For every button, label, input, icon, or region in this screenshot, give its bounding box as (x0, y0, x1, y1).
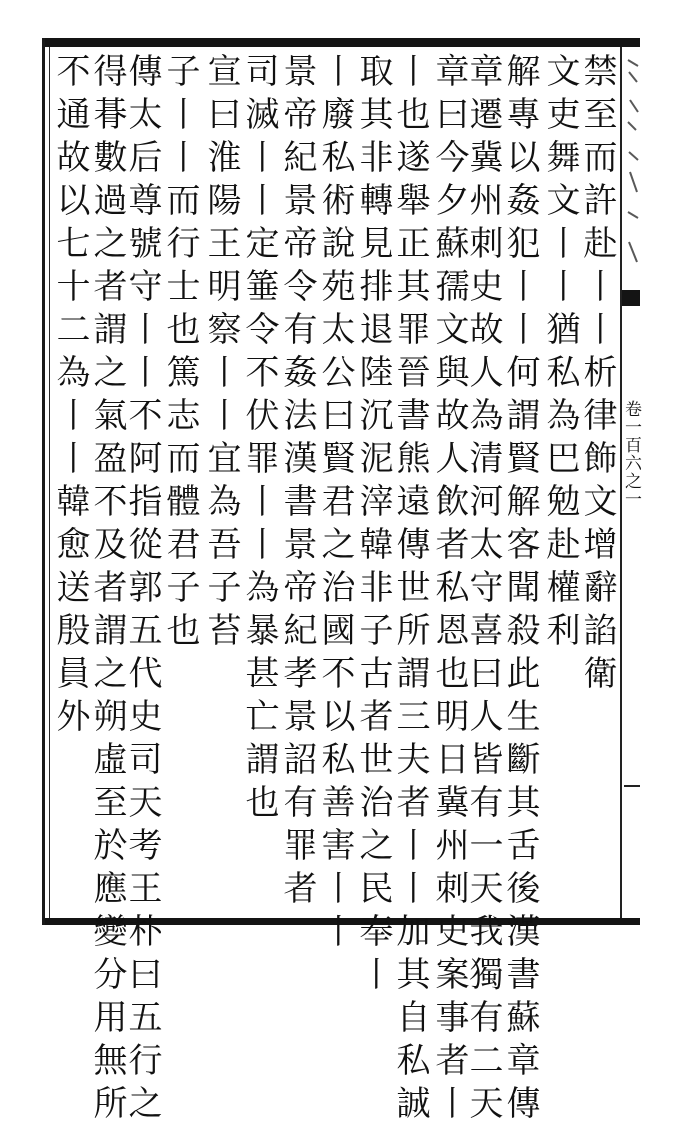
text-column-15: 不通故以七十二為丨丨韓愈送殷員外 (50, 53, 90, 741)
text-column-11: 宣曰淮陽王明察丨丨宜為吾子苔 (201, 53, 241, 655)
margin-ink-marks (626, 52, 640, 282)
text-column-1: 禁至而許赴丨丨析律飾文增辭諂衛 (577, 53, 617, 698)
text-column-10: 司滅丨丨定箠令不伏罪丨丨為暴甚亡謂也 (239, 53, 279, 827)
text-column-13: 傳太后尊號守丨丨不阿指從郭五代史司天考王朴曰五行之 (122, 53, 162, 1128)
text-column-3: 解專以姦犯丨丨何謂賢解客聞殺此生斷其舌後漢書蘇章傳 (500, 53, 540, 1128)
fishtail-mark (622, 290, 640, 306)
margin-tick-mark (624, 785, 640, 787)
text-column-4: 章遷冀州刺史故人為清河太守喜曰人皆有一天我獨有二天 (463, 53, 503, 1128)
frame-top-border (42, 38, 640, 47)
frame-left-border (42, 38, 45, 925)
margin-volume-title: 卷一百六之一 (621, 400, 641, 508)
text-column-5: 章曰今夕蘇孺文與故人飲者私恩也明日冀州刺史案事者丨 (429, 53, 469, 1128)
text-column-6: 丨也遂舉正其罪晉書熊遠傳世所謂三夫者丨丨加其自私誠 (390, 53, 430, 1128)
text-column-8: 丨廢私術說苑太公曰賢君之治國不以私善害丨丨 (315, 53, 355, 956)
text-column-12: 子丨丨而行士也篤志而體君子也 (160, 53, 200, 655)
text-column-7: 取其非轉見排退陸沉泥滓韓非子古者世治之民奉丨 (353, 53, 393, 999)
text-column-14: 得朞數過之者謂之氣盈不及者謂之朔虛至於應變分用無所 (87, 53, 127, 1128)
text-column-9: 景帝紀景帝令有姦法漢書景帝紀孝景詔有罪者 (277, 53, 317, 913)
text-column-2: 文吏舞文丨丨猶私為巴勉赴權利 (540, 53, 580, 655)
